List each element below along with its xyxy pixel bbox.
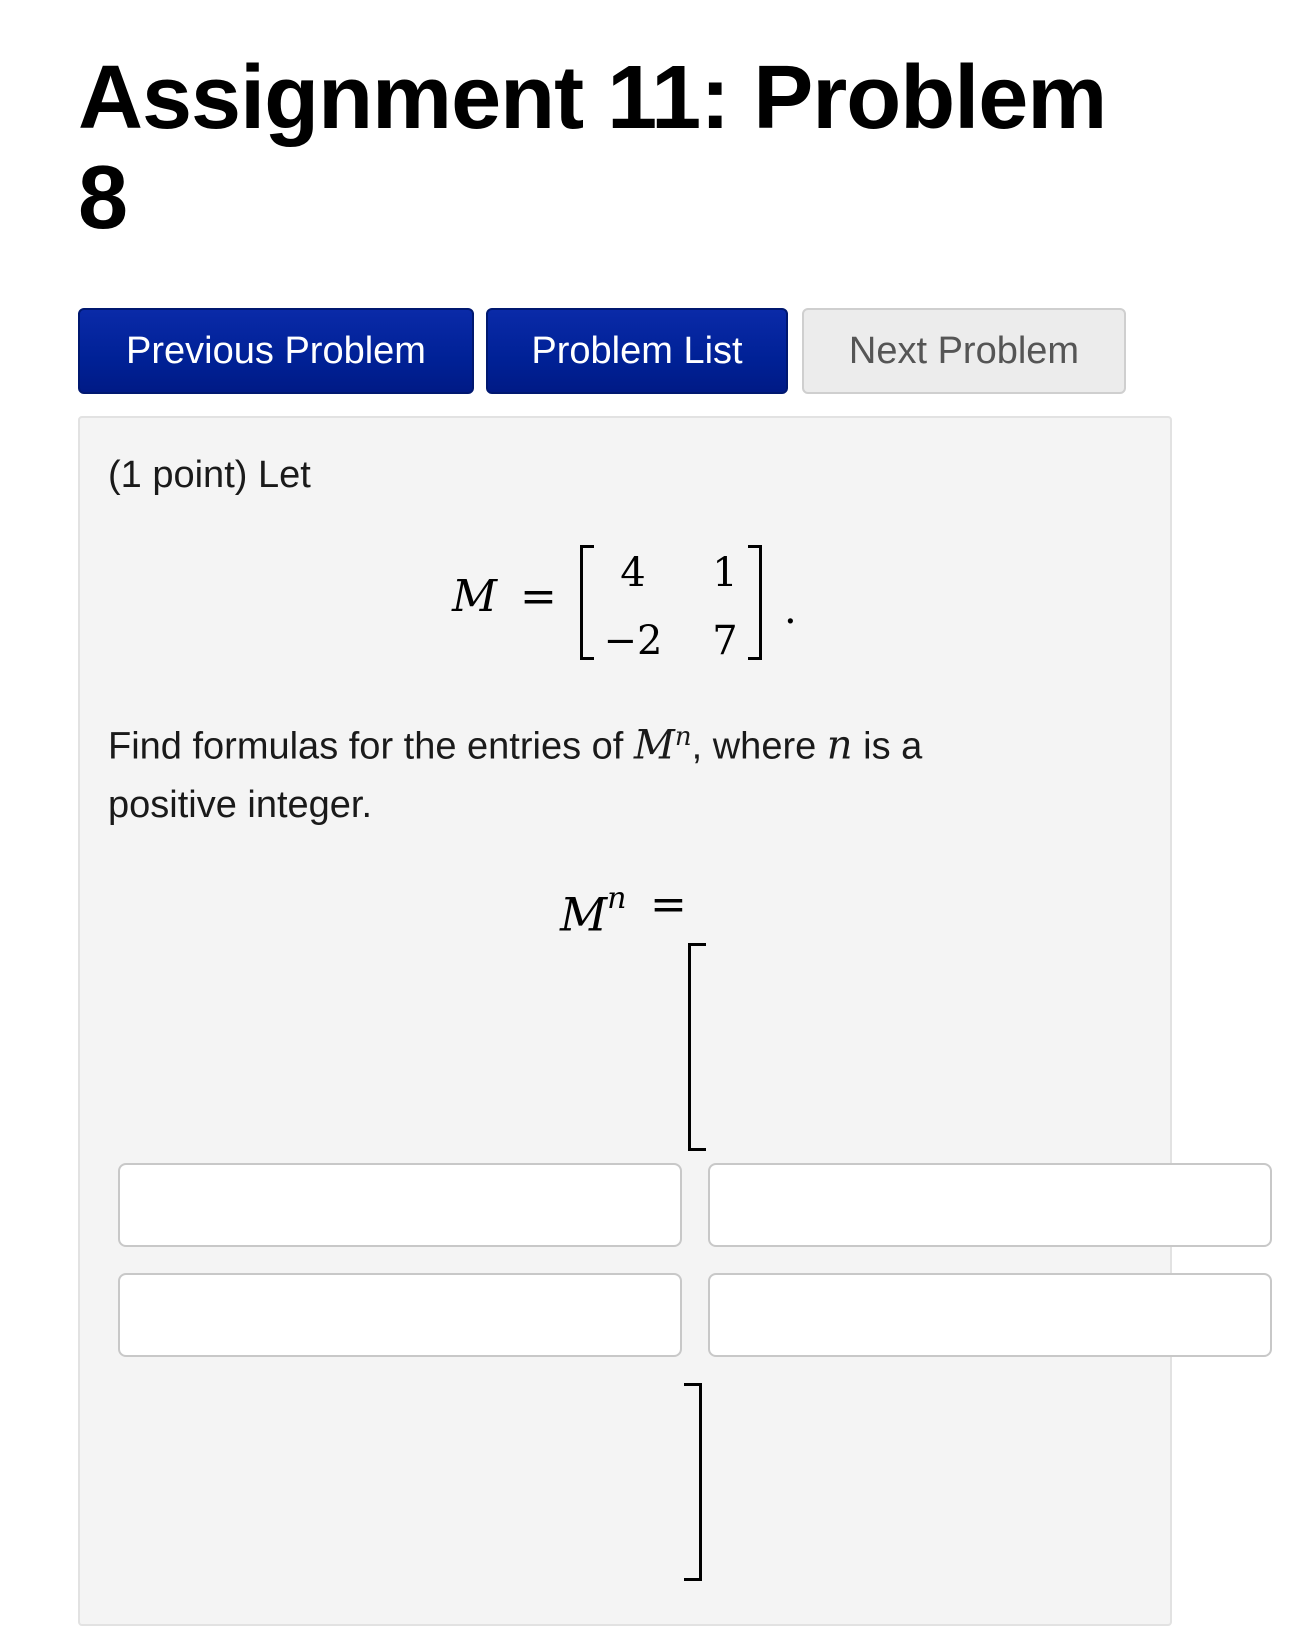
problem-panel xyxy=(78,416,1172,1626)
question-text xyxy=(108,708,1048,834)
answer-input-2-1[interactable] xyxy=(118,1273,682,1357)
matrix-right-bracket xyxy=(748,545,762,660)
answer-input-1-1[interactable] xyxy=(118,1163,682,1247)
matrix-cell-2-1: −2 xyxy=(603,618,663,664)
answer-matrix-label xyxy=(560,880,627,942)
answer-input-1-2[interactable] xyxy=(708,1163,1272,1247)
next-problem-button[interactable]: Next Problem xyxy=(802,308,1126,394)
points-statement: (1 point) Let xyxy=(108,454,311,496)
question-exponent: n xyxy=(674,722,692,752)
matrix-cell-1-2: 1 xyxy=(712,550,738,596)
answer-right-bracket xyxy=(684,1383,702,1581)
question-suffix: is a positive integer. xyxy=(108,725,923,826)
matrix-cell-1-1: 4 xyxy=(620,550,646,596)
question-middle: , where xyxy=(691,725,827,768)
answer-label-exponent: n xyxy=(607,881,627,916)
page-title: Assignment 11: Problem 8 xyxy=(78,48,1107,248)
question-n: n xyxy=(826,722,853,769)
answer-left-bracket xyxy=(688,943,706,1151)
answer-label-m: M xyxy=(560,887,608,942)
matrix-name: M xyxy=(452,571,498,622)
problem-list-button[interactable]: Problem List xyxy=(486,308,788,394)
matrix-period: . xyxy=(784,587,797,633)
previous-problem-button[interactable]: Previous Problem xyxy=(78,308,474,394)
question-m: M xyxy=(633,722,675,769)
answer-input-2-2[interactable] xyxy=(708,1273,1272,1357)
matrix-left-bracket xyxy=(580,545,594,660)
answer-equals-sign: = xyxy=(650,879,687,930)
matrix-cell-2-2: 7 xyxy=(712,618,738,664)
matrix-equals-sign: = xyxy=(520,571,557,622)
question-prefix: Find formulas for the entries of xyxy=(108,725,634,768)
